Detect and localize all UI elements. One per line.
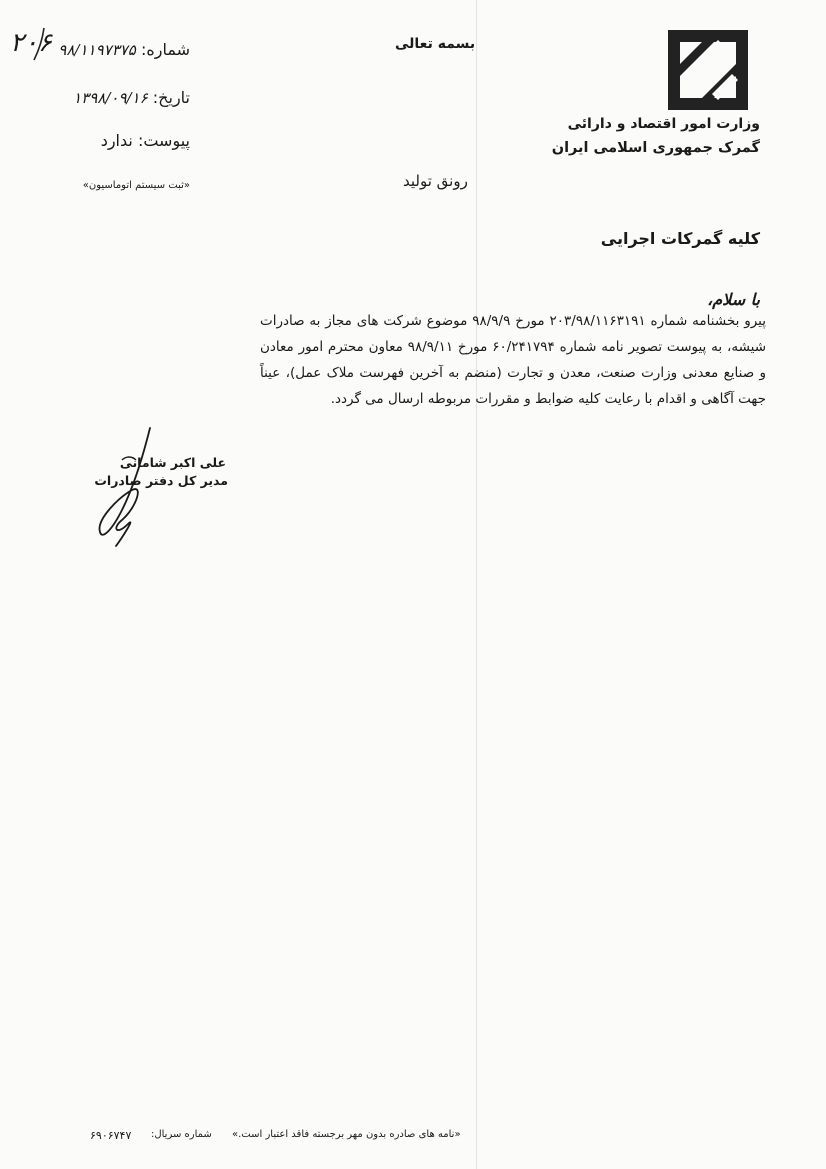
letter-attachment-value: ندارد — [100, 131, 133, 150]
signatory-name: علی اکبر شامانی — [119, 455, 226, 470]
footer-serial-label: شماره سریال: — [151, 1129, 212, 1140]
letter-body: پیرو بخشنامه شماره ۲۰۳/۹۸/۱۱۶۳۱۹۱ مورخ ۹۸/۹/۹ موضوع شرکت های مجاز به صادرات شیشه، به پیوست تصویر نامه شماره ۶۰/۲۴۱۷۹۴ مورخ ۹۸/۹/۱۱ معاون محترم امور معادن و صنایع معدنی وزارت صنعت، معدن و تجارت (منضم به آخرین فهرست ملاک عمل)، عیناً جهت آگاهی و اقدام با رعایت کلیه ضوابط و مقررات مربوطه ارسال می گردد. — [260, 313, 767, 407]
handwritten-scribble-icon — [4, 22, 64, 62]
letter-number — [58, 40, 190, 59]
letter-date-value: ۱۳۹۸/۰۹/۱۶ — [73, 89, 148, 107]
basmala-heading: بسمه تعالی — [395, 36, 476, 52]
letter-attachment — [101, 131, 190, 150]
recipient: کلیه گمرکات اجرایی — [600, 229, 760, 248]
greeting: با سلام، — [707, 290, 760, 309]
footer-validity-note: «نامه های صادره بدون مهر برجسته فاقد اعتبار است.» — [232, 1129, 461, 1140]
org-customs-line: گمرک جمهوری اسلامی ایران — [551, 140, 760, 156]
org-ministry-line: وزارت امور اقتصاد و دارائی — [567, 116, 760, 132]
customs-logo-icon — [668, 30, 748, 110]
automation-note: «ثبت سیستم اتوماسیون» — [82, 180, 190, 191]
signatory-title: مدیر کل دفتر صادرات — [94, 473, 228, 488]
letter-number-value: ۹۸/۱۱۹۷۳۷۵ — [58, 41, 136, 59]
handwritten-signature — [92, 420, 172, 550]
letter-attachment-label: پیوست: — [137, 131, 190, 150]
letter-date — [73, 88, 190, 107]
cc-note: رونق تولید — [403, 172, 468, 190]
letter-date-label: تاریخ: — [152, 88, 190, 107]
handwritten-note: ۲۰۶ — [10, 28, 52, 58]
letter-number-label: شماره: — [140, 40, 190, 59]
footer-serial-value: ۶۹۰۶۷۴۷ — [90, 1129, 132, 1142]
page-fold-line — [476, 0, 477, 1169]
